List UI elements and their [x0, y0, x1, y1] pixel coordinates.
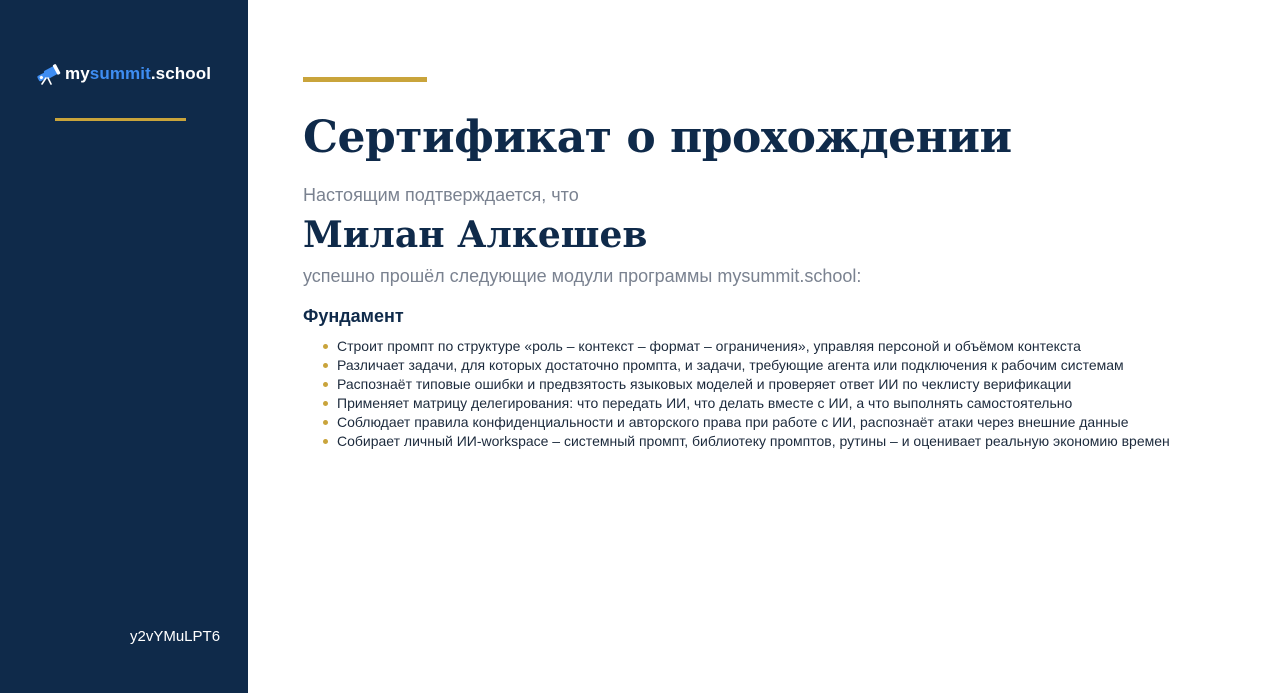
bullet-icon	[323, 439, 328, 444]
skill-text: Строит промпт по структуре «роль – контекст – формат – ограничения», управляя персоной и объёмом контекста	[337, 338, 1081, 354]
bullet-icon	[323, 363, 328, 368]
brand-name-prefix: my	[65, 64, 90, 83]
confirmation-text: Настоящим подтверждается, что	[303, 185, 579, 205]
skill-text: Собирает личный ИИ-workspace – системный промпт, библиотеку промптов, рутины – и оценивает реальную экономию времен	[337, 433, 1170, 449]
recipient-name: Милан Алкешев	[303, 214, 648, 256]
bullet-icon	[323, 401, 328, 406]
module-title: Фундамент	[303, 306, 404, 326]
list-item	[320, 375, 1170, 394]
bullet-icon	[323, 382, 328, 387]
list-item	[320, 413, 1170, 432]
telescope-icon	[34, 63, 62, 85]
certificate-code: y2vYMuLPT6	[130, 628, 221, 645]
bullet-icon	[323, 420, 328, 425]
skill-text: Соблюдает правила конфиденциальности и авторского права при работе с ИИ, распознаёт атаки через внешние данные	[337, 414, 1129, 430]
brand-name	[65, 64, 211, 84]
completion-text: успешно прошёл следующие модули программы mysummit.school:	[303, 266, 862, 286]
brand-name-accent: summit	[89, 64, 151, 83]
certificate-body	[248, 0, 1280, 693]
skill-text: Распознаёт типовые ошибки и предвзятость языковых моделей и проверяет ответ ИИ по чеклисту верификации	[337, 376, 1072, 392]
brand-logo[interactable]	[34, 62, 211, 86]
sidebar-divider	[55, 118, 186, 121]
skills-list	[320, 337, 1170, 451]
list-item	[320, 337, 1170, 356]
sidebar	[0, 0, 248, 693]
list-item	[320, 394, 1170, 413]
title-accent-rule	[303, 77, 427, 82]
skill-text: Различает задачи, для которых достаточно промпта, и задачи, требующие агента или подключения к рабочим системам	[337, 357, 1124, 373]
list-item	[320, 356, 1170, 375]
brand-name-suffix: .school	[150, 64, 212, 83]
list-item	[320, 432, 1170, 451]
bullet-icon	[323, 344, 328, 349]
certificate-title: Сертификат о прохождении	[303, 112, 1012, 163]
skill-text: Применяет матрицу делегирования: что передать ИИ, что делать вместе с ИИ, а что выполнять самостоятельно	[337, 395, 1073, 411]
